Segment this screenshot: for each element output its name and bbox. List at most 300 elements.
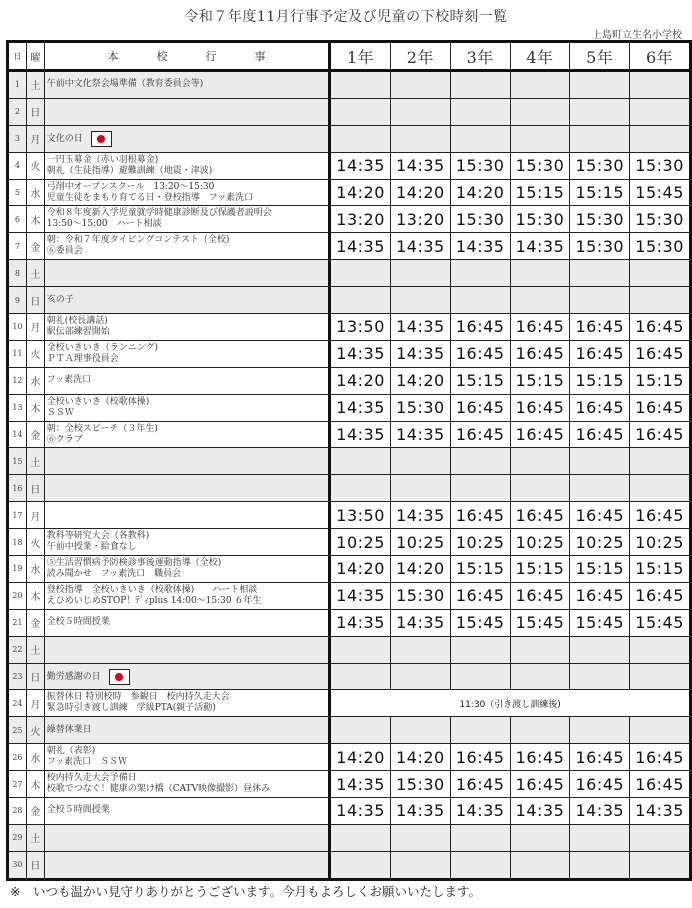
dismissal-time-grade-2: 14:35 (390, 421, 450, 448)
event-line: 亥の子 (46, 294, 74, 305)
dismissal-time-grade-3 (450, 448, 510, 475)
dismissal-time-grade-4: 16:45 (510, 744, 570, 771)
dismissal-time-grade-3: 14:35 (450, 798, 510, 825)
event-cell (44, 206, 329, 233)
day-number: 17 (8, 502, 27, 529)
dismissal-time-grade-5 (570, 636, 630, 663)
dismissal-time-grade-6: 10:25 (630, 529, 691, 556)
event-cell (44, 556, 329, 583)
dismissal-time-grade-4: 14:35 (510, 233, 570, 260)
dismissal-time-grade-1: 14:20 (330, 179, 391, 206)
dismissal-time-grade-5 (570, 475, 630, 502)
dismissal-time-grade-6: 16:45 (630, 421, 691, 448)
day-of-week: 木 (26, 582, 44, 609)
dismissal-time-grade-3: 15:30 (450, 152, 510, 179)
header-grade-3: 3年 (450, 42, 510, 71)
event-line: 朝礼(校長講話) (46, 315, 108, 326)
dismissal-time-grade-2: 14:35 (390, 152, 450, 179)
day-number: 16 (8, 475, 27, 502)
event-cell (44, 287, 329, 314)
dismissal-time-grade-4 (510, 125, 570, 152)
event-line: 振替休日 特別校時 参観日 校内持久走大会 (46, 692, 230, 703)
table-row (8, 448, 691, 475)
table-row (8, 367, 691, 394)
day-number: 29 (8, 824, 27, 851)
event-line: 全校５時間授業 (46, 617, 110, 628)
event-cell (44, 314, 329, 341)
day-of-week: 土 (26, 260, 44, 287)
dismissal-time-grade-5 (570, 851, 630, 879)
dismissal-time-grade-5: 16:45 (570, 744, 630, 771)
day-number: 3 (8, 125, 27, 152)
day-number: 12 (8, 367, 27, 394)
dismissal-time-grade-5 (570, 260, 630, 287)
dismissal-time-grade-2 (390, 125, 450, 152)
dismissal-time-grade-6 (630, 824, 691, 851)
event-cell (44, 824, 329, 851)
day-of-week: 金 (26, 609, 44, 636)
event-line: 朝礼（表彰) (46, 746, 96, 757)
dismissal-time-grade-6 (630, 663, 691, 690)
day-number: 24 (8, 690, 27, 717)
day-of-week: 火 (26, 340, 44, 367)
dismissal-time-grade-2 (390, 717, 450, 744)
table-row (8, 636, 691, 663)
dismissal-time-grade-2 (390, 287, 450, 314)
dismissal-time-grade-2 (390, 475, 450, 502)
day-of-week: 日 (26, 475, 44, 502)
header-grade-2: 2年 (390, 42, 450, 71)
dismissal-time-grade-6: 15:30 (630, 152, 691, 179)
dismissal-time-grade-3: 16:45 (450, 582, 510, 609)
dismissal-time-grade-5 (570, 824, 630, 851)
dismissal-time-grade-3: 16:45 (450, 744, 510, 771)
school-name: 上島町立生名小学校 (592, 30, 682, 41)
dismissal-time-grade-2: 15:30 (390, 582, 450, 609)
event-cell (44, 125, 329, 152)
event-cell (44, 448, 329, 475)
dismissal-time-grade-3 (450, 475, 510, 502)
event-line: 朝：全校スピーチ（３年生) (46, 423, 158, 434)
dismissal-time-grade-1 (330, 98, 391, 125)
dismissal-time-grade-4 (510, 98, 570, 125)
table-row (8, 609, 691, 636)
dismissal-time-grade-6 (630, 260, 691, 287)
event-line: 弓削中オープンスクール 13:20～15:30 (46, 181, 215, 192)
dismissal-time-grade-2 (390, 851, 450, 879)
header-grade-5: 5年 (570, 42, 630, 71)
day-number: 13 (8, 394, 27, 421)
day-of-week: 木 (26, 394, 44, 421)
dismissal-time-grade-3: 14:35 (450, 233, 510, 260)
table-row (8, 233, 691, 260)
dismissal-time-grade-4 (510, 717, 570, 744)
table-row (8, 771, 691, 798)
dismissal-time-grade-3: 14:20 (450, 179, 510, 206)
table-row (8, 179, 691, 206)
dismissal-time-grade-4: 16:45 (510, 314, 570, 341)
table-row (8, 125, 691, 152)
day-number: 22 (8, 636, 27, 663)
day-of-week: 月 (26, 314, 44, 341)
table-header-row (8, 42, 691, 71)
dismissal-time-grade-3: 15:45 (450, 609, 510, 636)
dismissal-time-grade-6 (630, 636, 691, 663)
dismissal-time-grade-5: 16:45 (570, 582, 630, 609)
dismissal-time-grade-1: 13:50 (330, 314, 391, 341)
dismissal-time-grade-6: 16:45 (630, 582, 691, 609)
table-row (8, 475, 691, 502)
dismissal-time-grade-4: 15:30 (510, 152, 570, 179)
dismissal-time-grade-6: 16:45 (630, 744, 691, 771)
dismissal-time-grade-2 (390, 824, 450, 851)
event-cell (44, 529, 329, 556)
dismissal-time-grade-3: 15:15 (450, 367, 510, 394)
dismissal-time-grade-2: 15:30 (390, 394, 450, 421)
day-of-week: 土 (26, 448, 44, 475)
dismissal-time-grade-3: 16:45 (450, 340, 510, 367)
dismissal-time-grade-5 (570, 125, 630, 152)
event-cell (44, 179, 329, 206)
dismissal-time-grade-6: 15:30 (630, 206, 691, 233)
dismissal-time-grade-1 (330, 260, 391, 287)
dismissal-time-grade-5: 10:25 (570, 529, 630, 556)
day-of-week: 木 (26, 206, 44, 233)
dismissal-time-grade-2: 14:35 (390, 502, 450, 529)
day-number: 1 (8, 71, 27, 99)
dismissal-time-grade-1: 14:20 (330, 744, 391, 771)
dismissal-time-grade-4 (510, 448, 570, 475)
day-of-week: 水 (26, 744, 44, 771)
event-line: ⑥委員会 (46, 246, 83, 257)
event-cell (44, 798, 329, 825)
event-line: 午前中授業・給食なし (46, 542, 137, 553)
dismissal-time-grade-3 (450, 287, 510, 314)
dismissal-time-grade-4: 16:45 (510, 771, 570, 798)
event-cell (44, 582, 329, 609)
event-line: ⑥クラブ (46, 434, 83, 445)
dismissal-time-grade-1 (330, 448, 391, 475)
event-line: 緊急時引き渡し訓練 学級PTA(親子活動) (46, 703, 216, 714)
dismissal-time-grade-5 (570, 448, 630, 475)
day-number: 7 (8, 233, 27, 260)
dismissal-time-grade-3: 15:15 (450, 556, 510, 583)
dismissal-time-grade-2: 14:35 (390, 314, 450, 341)
dismissal-time-grade-4: 15:15 (510, 367, 570, 394)
dismissal-time-grade-4 (510, 475, 570, 502)
table-row (8, 152, 691, 179)
dismissal-time-grade-2: 14:20 (390, 179, 450, 206)
event-line: 文化の日 (46, 134, 83, 145)
dismissal-time-grade-4 (510, 851, 570, 879)
event-line: フッ素洗口 ＳＳＷ (46, 757, 128, 768)
table-row (8, 744, 691, 771)
dismissal-time-grade-1: 14:35 (330, 609, 391, 636)
dismissal-time-grade-5: 16:45 (570, 340, 630, 367)
dismissal-time-grade-1: 14:35 (330, 421, 391, 448)
table-row (8, 314, 691, 341)
dismissal-time-grade-5: 16:45 (570, 771, 630, 798)
event-line: ⑤生活習慣病予防検診事後運動指導（全校) (46, 557, 222, 568)
dismissal-time-grade-3 (450, 717, 510, 744)
dismissal-time-grade-2: 15:30 (390, 771, 450, 798)
dismissal-time-grade-1: 13:50 (330, 502, 391, 529)
dismissal-time-grade-2: 14:35 (390, 233, 450, 260)
dismissal-time-grade-2: 14:35 (390, 340, 450, 367)
day-of-week: 月 (26, 502, 44, 529)
dismissal-time-grade-4: 16:45 (510, 582, 570, 609)
schedule-body (8, 71, 691, 880)
day-of-week: 火 (26, 717, 44, 744)
dismissal-time-grade-1 (330, 717, 391, 744)
table-row (8, 287, 691, 314)
event-line: 登校指導 全校いきいき（校歌体操) ハート相談 (46, 584, 258, 595)
japan-flag-icon (109, 669, 130, 685)
dismissal-time-grade-4: 15:45 (510, 609, 570, 636)
table-row (8, 690, 691, 717)
table-row (8, 717, 691, 744)
event-line: 児童生徒をまもり育てる日・登校指導 フッ素洗口 (46, 192, 254, 203)
day-of-week: 水 (26, 367, 44, 394)
dismissal-time-grade-2: 14:20 (390, 367, 450, 394)
event-cell (44, 744, 329, 771)
event-line: 午前中文化祭会場準備（教育委員会等) (46, 79, 204, 90)
dismissal-time-grade-3: 16:45 (450, 394, 510, 421)
dismissal-time-grade-6: 16:45 (630, 502, 691, 529)
dismissal-time-grade-6: 16:45 (630, 771, 691, 798)
dismissal-time-grade-6: 15:15 (630, 556, 691, 583)
dismissal-time-grade-6 (630, 851, 691, 879)
event-line: 全校５時間授業 (46, 805, 110, 816)
day-number: 21 (8, 609, 27, 636)
dismissal-time-grade-1: 14:35 (330, 394, 391, 421)
dismissal-time-grade-5: 16:45 (570, 394, 630, 421)
dismissal-time-grade-3 (450, 71, 510, 99)
dismissal-time-grade-6: 14:35 (630, 798, 691, 825)
event-cell (44, 475, 329, 502)
dismissal-time-grade-5: 14:35 (570, 798, 630, 825)
event-cell (44, 851, 329, 879)
dismissal-time-grade-2 (390, 636, 450, 663)
dismissal-time-grade-6 (630, 448, 691, 475)
dismissal-time-grade-6: 16:45 (630, 340, 691, 367)
event-line: 全校いきいき（ランニング) (46, 342, 159, 353)
day-of-week: 火 (26, 152, 44, 179)
dismissal-time-grade-1: 13:20 (330, 206, 391, 233)
dismissal-time-grade-4: 16:45 (510, 340, 570, 367)
dismissal-time-grade-5 (570, 717, 630, 744)
dismissal-time-grade-5: 16:45 (570, 314, 630, 341)
dismissal-time-grade-2 (390, 663, 450, 690)
dismissal-time-grade-1 (330, 475, 391, 502)
dismissal-time-grade-1: 14:20 (330, 367, 391, 394)
event-cell (44, 260, 329, 287)
event-cell (44, 636, 329, 663)
dismissal-time-grade-5: 15:15 (570, 179, 630, 206)
dismissal-time-grade-2: 14:20 (390, 556, 450, 583)
dismissal-time-grade-5 (570, 663, 630, 690)
dismissal-time-grade-6: 16:45 (630, 314, 691, 341)
event-line: 繰替休業日 (46, 724, 92, 735)
dismissal-time-grade-4 (510, 824, 570, 851)
dismissal-time-grade-1 (330, 636, 391, 663)
dismissal-time-grade-5: 16:45 (570, 421, 630, 448)
dismissal-time-grade-1: 10:25 (330, 529, 391, 556)
event-cell (44, 367, 329, 394)
dismissal-time-grade-3: 16:45 (450, 421, 510, 448)
day-number: 19 (8, 556, 27, 583)
dismissal-time-grade-3 (450, 98, 510, 125)
dismissal-time-grade-5: 15:45 (570, 609, 630, 636)
day-number: 30 (8, 851, 27, 879)
schedule-table (6, 40, 692, 881)
dismissal-time-grade-2 (390, 98, 450, 125)
event-line: 一円玉募金（赤い羽根募金) (46, 154, 159, 165)
dismissal-time-grade-6: 15:45 (630, 179, 691, 206)
event-cell (44, 233, 329, 260)
dismissal-time-grade-4: 15:30 (510, 206, 570, 233)
dismissal-time-grade-6 (630, 71, 691, 99)
event-cell (44, 717, 329, 744)
table-row (8, 421, 691, 448)
dismissal-time-grade-3: 16:45 (450, 771, 510, 798)
table-row (8, 582, 691, 609)
dismissal-time-grade-2: 14:35 (390, 798, 450, 825)
dismissal-time-grade-5 (570, 287, 630, 314)
event-line: 全校いきいき（校歌体操) (46, 396, 150, 407)
day-number: 5 (8, 179, 27, 206)
table-row (8, 556, 691, 583)
header-grade-6: 6年 (630, 42, 691, 71)
event-cell (44, 421, 329, 448)
day-number: 28 (8, 798, 27, 825)
dismissal-time-grade-6: 16:45 (630, 394, 691, 421)
event-line: 13:50～15:00 ハート相談 (46, 219, 162, 230)
dismissal-time-grade-6 (630, 717, 691, 744)
dismissal-time-grade-4: 15:15 (510, 556, 570, 583)
day-of-week: 水 (26, 179, 44, 206)
dismissal-time-grade-4: 16:45 (510, 394, 570, 421)
merged-dismissal-time: 11:30（引き渡し訓練後) (330, 690, 691, 717)
event-cell (44, 663, 329, 690)
day-number: 25 (8, 717, 27, 744)
dismissal-time-grade-3 (450, 125, 510, 152)
dismissal-time-grade-4 (510, 663, 570, 690)
dismissal-time-grade-3: 10:25 (450, 529, 510, 556)
footer-note: ※ いつも温かい見守りありがとうございます。今月もよろしくお願いいたします。 (10, 884, 481, 899)
day-number: 14 (8, 421, 27, 448)
day-of-week: 土 (26, 824, 44, 851)
table-row (8, 663, 691, 690)
event-line: 駅伝部練習開始 (46, 326, 110, 337)
day-number: 11 (8, 340, 27, 367)
dismissal-time-grade-4: 14:35 (510, 798, 570, 825)
dismissal-time-grade-4 (510, 636, 570, 663)
table-row (8, 851, 691, 879)
dismissal-time-grade-5: 15:30 (570, 233, 630, 260)
dismissal-time-grade-4: 15:15 (510, 179, 570, 206)
day-number: 8 (8, 260, 27, 287)
dismissal-time-grade-4 (510, 287, 570, 314)
day-of-week: 土 (26, 636, 44, 663)
dismissal-time-grade-5: 15:30 (570, 152, 630, 179)
dismissal-time-grade-2 (390, 260, 450, 287)
dismissal-time-grade-2 (390, 448, 450, 475)
event-line: ＰＴＡ理事役員会 (46, 353, 119, 364)
dismissal-time-grade-3 (450, 824, 510, 851)
document-title: 令和７年度11月行事予定及び児童の下校時刻一覧 (184, 9, 508, 25)
event-cell (44, 690, 329, 717)
event-line: フッ素洗口 (46, 375, 92, 386)
dismissal-time-grade-5 (570, 98, 630, 125)
table-row (8, 529, 691, 556)
dismissal-time-grade-6 (630, 287, 691, 314)
day-of-week: 土 (26, 71, 44, 99)
day-number: 20 (8, 582, 27, 609)
event-line: ＳＳＷ (46, 407, 74, 418)
dismissal-time-grade-5: 15:15 (570, 367, 630, 394)
dismissal-time-grade-6: 15:15 (630, 367, 691, 394)
day-number: 9 (8, 287, 27, 314)
day-number: 18 (8, 529, 27, 556)
dismissal-time-grade-3 (450, 636, 510, 663)
dismissal-time-grade-3: 15:30 (450, 206, 510, 233)
day-of-week: 水 (26, 556, 44, 583)
dismissal-time-grade-5: 16:45 (570, 502, 630, 529)
day-of-week: 金 (26, 798, 44, 825)
dismissal-time-grade-3: 16:45 (450, 314, 510, 341)
day-of-week: 日 (26, 851, 44, 879)
day-number: 2 (8, 98, 27, 125)
day-number: 6 (8, 206, 27, 233)
dismissal-time-grade-5: 15:15 (570, 556, 630, 583)
dismissal-time-grade-2: 10:25 (390, 529, 450, 556)
dismissal-time-grade-6: 15:45 (630, 609, 691, 636)
header-event: 本校行事 (44, 42, 329, 71)
day-number: 27 (8, 771, 27, 798)
table-row (8, 502, 691, 529)
event-line: 朝礼（生徒指導）避難訓練（地震・津波) (46, 165, 213, 176)
event-line: 校歌でつなぐ！健康の架け橋（CATV映像撮影）昼休み (46, 784, 271, 795)
japan-flag-icon (91, 131, 112, 147)
event-cell (44, 98, 329, 125)
dismissal-time-grade-6 (630, 125, 691, 152)
event-line: 読み聞かせ フッ素洗口 職員会 (46, 568, 182, 579)
day-number: 15 (8, 448, 27, 475)
event-line: 令和８年度新入学児童就学時健康診断及び保護者説明会 (46, 208, 272, 219)
table-row (8, 340, 691, 367)
event-line: 朝：令和７年度タイピングコンテスト（全校) (46, 235, 230, 246)
day-of-week: 月 (26, 125, 44, 152)
day-of-week: 金 (26, 233, 44, 260)
dismissal-time-grade-1 (330, 851, 391, 879)
dismissal-time-grade-6 (630, 475, 691, 502)
dismissal-time-grade-1 (330, 663, 391, 690)
table-row (8, 260, 691, 287)
event-line: 勤労感謝の日 (46, 672, 101, 683)
day-number: 4 (8, 152, 27, 179)
day-of-week: 月 (26, 690, 44, 717)
event-line: 教科等研究大会（各教科) (46, 531, 150, 542)
header-grade-1: 1年 (330, 42, 391, 71)
dismissal-time-grade-1: 14:20 (330, 556, 391, 583)
dismissal-time-grade-1: 14:35 (330, 340, 391, 367)
event-line: 校内持久走大会予備日 (46, 773, 137, 784)
dismissal-time-grade-3 (450, 851, 510, 879)
dismissal-time-grade-3: 16:45 (450, 502, 510, 529)
dismissal-time-grade-6 (630, 98, 691, 125)
dismissal-time-grade-1: 14:35 (330, 233, 391, 260)
